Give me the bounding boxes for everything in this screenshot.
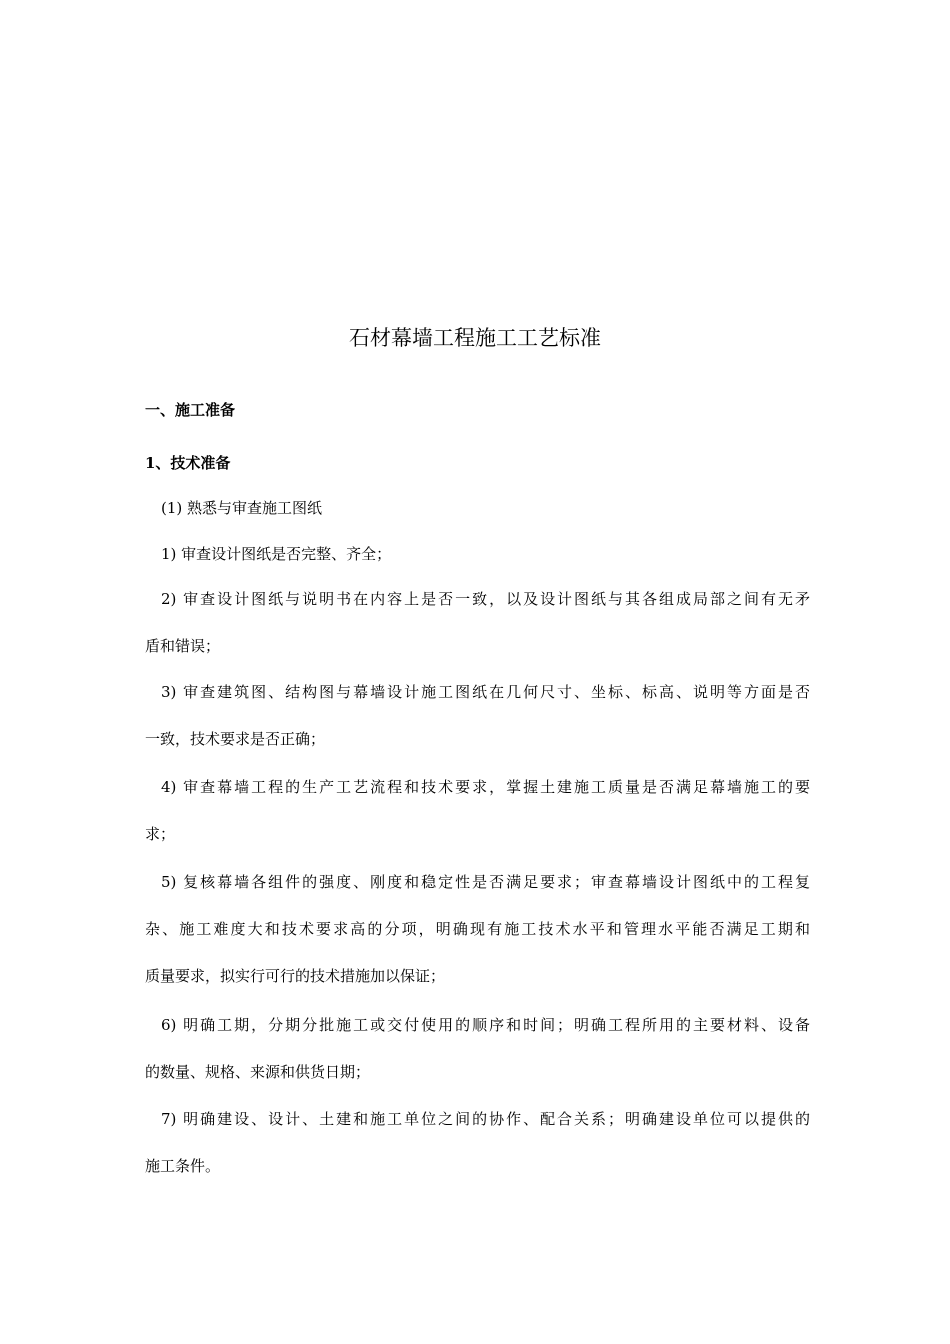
paragraph-line: 7) 明确建设、设计、土建和施工单位之间的协作、配合关系；明确建设单位可以提供的 (161, 1110, 810, 1128)
paragraph-item-2 (145, 576, 810, 670)
paragraph-line: 杂、施工难度大和技术要求高的分项，明确现有施工技术水平和管理水平能否满足工期和 (145, 920, 810, 938)
paragraph-item-6 (145, 1002, 810, 1096)
paragraph-line: 质量要求，拟实行可行的技术措施加以保证； (145, 967, 446, 985)
paragraph-item-7 (145, 1096, 810, 1190)
paragraph-line: (1) 熟悉与审查施工图纸 (161, 499, 323, 517)
paragraph-item-1 (145, 531, 810, 578)
paragraph-line: 2) 审查设计图纸与说明书在内容上是否一致，以及设计图纸与其各组成局部之间有无矛 (161, 590, 810, 608)
section-heading: 一、施工准备 (145, 401, 236, 419)
document-title: 石材幕墙工程施工工艺标准 (349, 326, 601, 350)
paragraph-line: 5) 复核幕墙各组件的强度、刚度和稳定性是否满足要求；审查幕墙设计图纸中的工程复 (161, 873, 810, 891)
paragraph-line: 3) 审查建筑图、结构图与幕墙设计施工图纸在几何尺寸、坐标、标高、说明等方面是否 (161, 683, 810, 701)
paragraph-item-4 (145, 764, 810, 858)
paragraph-line: 的数量、规格、来源和供货日期； (145, 1063, 371, 1081)
paragraph-line: 盾和错误； (145, 637, 221, 655)
paragraph-line: 求； (145, 825, 176, 843)
paragraph-line: 施工条件。 (145, 1157, 221, 1175)
paragraph-item-3 (145, 669, 810, 763)
paragraph-line: 一致，技术要求是否正确； (145, 730, 326, 748)
subsection-heading: 1、技术准备 (145, 454, 231, 472)
paragraph-line: 1) 审查设计图纸是否完整、齐全； (161, 545, 392, 563)
paragraph-line: 6) 明确工期，分期分批施工或交付使用的顺序和时间；明确工程所用的主要材料、设备 (161, 1016, 810, 1034)
paragraph-line: 4) 审查幕墙工程的生产工艺流程和技术要求，掌握土建施工质量是否满足幕墙施工的要 (161, 778, 810, 796)
paragraph-intro (145, 485, 810, 532)
paragraph-item-5 (145, 859, 810, 1000)
